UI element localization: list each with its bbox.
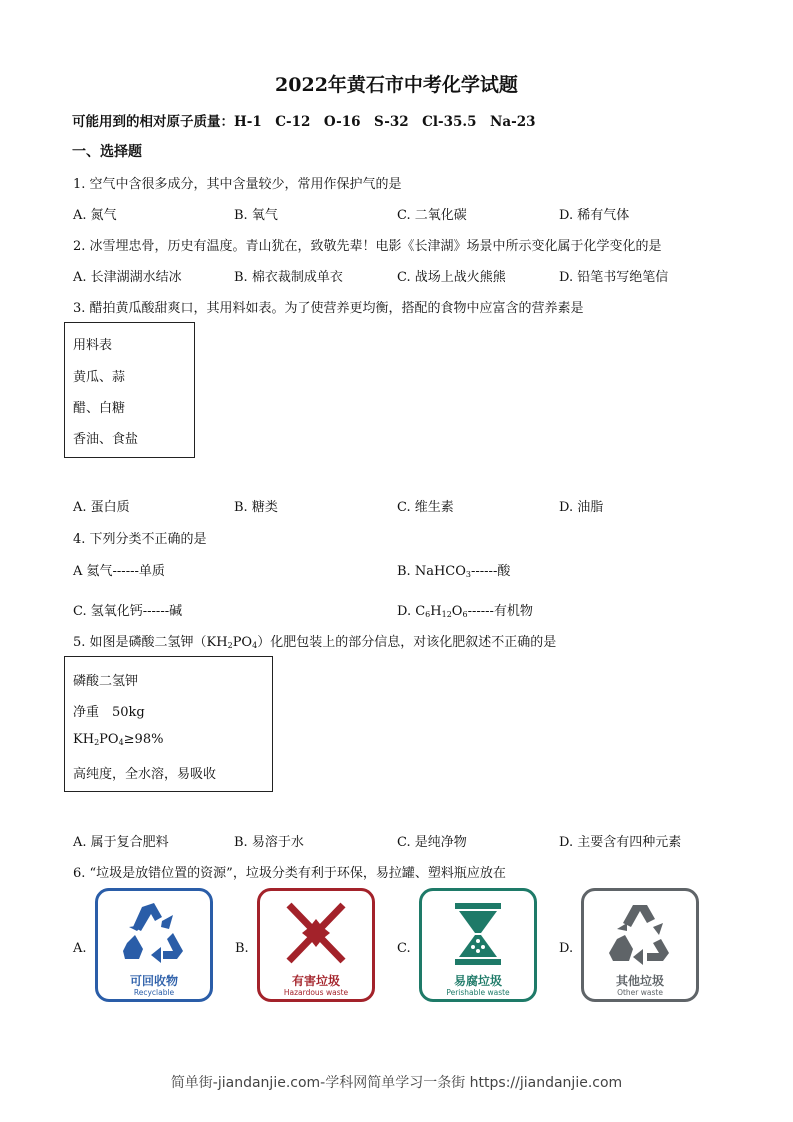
bin-label-en: Other waste	[617, 988, 663, 997]
q2-option-b: B. 棉衣裁制成单衣	[234, 270, 343, 285]
ingredient-table-header: 用料表	[73, 338, 113, 353]
recycle-arrows-icon	[117, 899, 191, 969]
q4-option-b: B. NaHCO$_3$------酸	[397, 564, 511, 579]
other-waste-bin-sign	[581, 888, 699, 1002]
q1-option-b: B. 氧气	[234, 208, 278, 223]
ingredient-row: 醋、白糖	[73, 401, 126, 416]
q3-option-a: A. 蛋白质	[73, 500, 130, 515]
ingredient-table	[64, 322, 195, 458]
recyclable-bin-sign	[95, 888, 213, 1002]
product-features: 高纯度，全水溶，易吸收	[73, 767, 217, 782]
q6-option-c: C.	[397, 941, 411, 956]
q1-option-a: A. 氮气	[73, 208, 117, 223]
q4-option-d: D. $C_6H_{12}O_6------$有机物	[397, 604, 533, 619]
q6-option-b: B.	[235, 941, 249, 956]
page-title: 2022年黄石市中考化学试题	[275, 74, 518, 96]
question-1-stem: 1. 空气中含很多成分，其中含量较少，常用作保护气的是	[73, 177, 402, 192]
q2-option-a: A. 长津湖湖水结冰	[73, 270, 182, 285]
bin-label-zh: 有害垃圾	[291, 974, 340, 988]
q6-option-d: D.	[559, 941, 574, 956]
perishable-bin-sign	[419, 888, 537, 1002]
question-4-stem: 4. 下列分类不正确的是	[73, 532, 207, 547]
net-weight: 净重 50kg	[73, 705, 145, 720]
q2-option-c: C. 战场上战火熊熊	[397, 270, 506, 285]
q5-option-a: A. 属于复合肥料	[73, 835, 169, 850]
q6-option-a: A.	[73, 941, 87, 956]
q4-option-c: C. 氢氧化钙------碱	[73, 604, 183, 619]
hazardous-bin-sign	[257, 888, 375, 1002]
question-2-stem: 2. 冰雪埋忠骨，历史有温度。青山犹在，致敬先辈！电影《长津湖》场景中所示变化属于化学变化的是	[73, 239, 662, 254]
bin-label-en: Recyclable	[133, 988, 175, 997]
purity: $KH_2PO_4\ge 98\%$	[73, 732, 164, 747]
q4-option-a: A 氦气------单质	[73, 564, 165, 579]
ingredient-row: 香油、食盐	[73, 432, 139, 447]
bin-label-zh: 其他垃圾	[615, 974, 664, 988]
ingredient-row: 黄瓜、蒜	[73, 370, 126, 385]
q3-option-c: C. 维生素	[397, 500, 454, 515]
section-heading: 一、选择题	[72, 144, 142, 160]
q5-option-d: D. 主要含有四种元素	[559, 835, 682, 850]
q5-option-c: C. 是纯净物	[397, 835, 467, 850]
site-footer: 简单街-jiandanjie.com-学科网简单学习一条街 https://jiandanjie.com	[170, 1075, 623, 1091]
q3-option-b: B. 糖类	[234, 500, 278, 515]
bin-label-zh: 可回收物	[129, 974, 178, 988]
q1-option-c: C. 二氧化碳	[397, 208, 467, 223]
q1-option-d: D. 稀有气体	[559, 208, 630, 223]
q2-option-d: D. 铅笔书写绝笔信	[559, 270, 669, 285]
bin-label-en: Hazardous waste	[283, 988, 349, 997]
hourglass-icon	[441, 899, 515, 969]
fertilizer-label-box	[64, 656, 273, 792]
fertilizer-name: 磷酸二氢钾	[73, 674, 139, 689]
triangle-arrows-icon	[603, 899, 677, 969]
bin-label-zh: 易腐垃圾	[453, 974, 502, 988]
question-6-stem: 6. “垃圾是放错位置的资源”，垃圾分类有利于环保，易拉罐、塑料瓶应放在	[73, 866, 506, 881]
hazard-cross-icon	[279, 899, 353, 969]
q5-option-b: B. 易溶于水	[234, 835, 304, 850]
question-5-stem: 5. 如图是磷酸二氢钾$(KH_2PO_4)$化肥包装上的部分信息，对该化肥叙述不正确的是	[73, 635, 557, 650]
bin-label-en: Perishable waste	[446, 988, 510, 997]
question-3-stem: 3. 醋拍黄瓜酸甜爽口，其用料如表。为了使营养更均衡，搭配的食物中应富含的营养素是	[73, 301, 584, 316]
q3-option-d: D. 油脂	[559, 500, 604, 515]
atomic-masses: 可能用到的相对原子质量：H-1 C-12 O-16 S-32 Cl-35.5 Na-23	[72, 114, 536, 130]
